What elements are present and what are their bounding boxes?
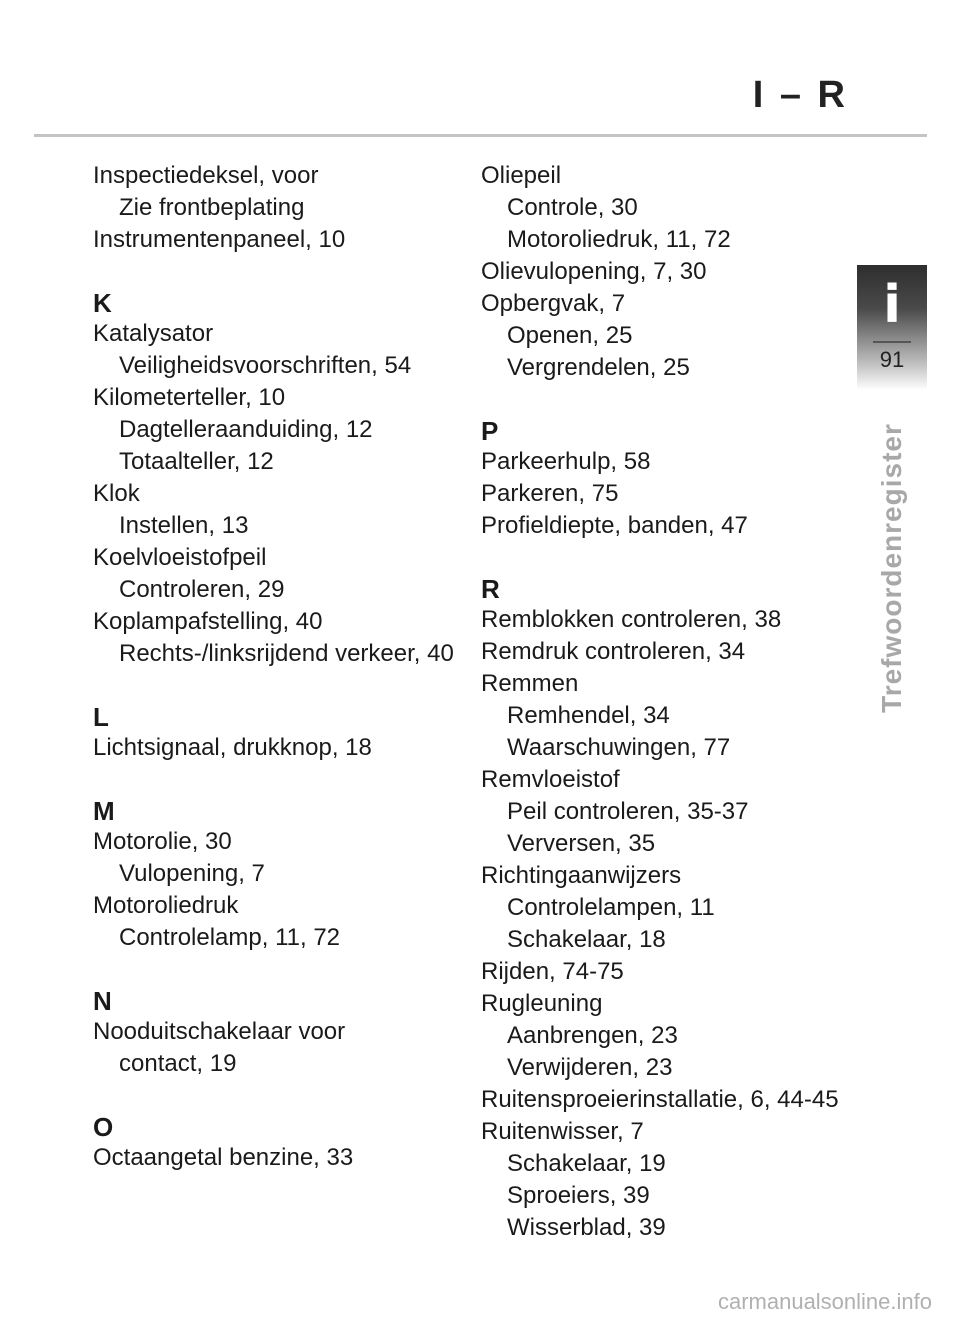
- index-subentry: Dagtelleraanduiding, 12: [119, 416, 373, 443]
- index-entry: Oliepeil: [481, 162, 562, 189]
- index-entry: Rijden, 74-75: [481, 958, 624, 985]
- index-subentry: Instellen, 13: [119, 512, 249, 539]
- index-letter-heading: M: [93, 796, 115, 826]
- index-entry: Opbergvak, 7: [481, 290, 626, 317]
- page-title: I – R: [752, 74, 848, 116]
- index-subentry: Schakelaar, 18: [507, 926, 666, 953]
- index-letter-heading: K: [93, 288, 112, 318]
- index-subentry: Controle, 30: [507, 194, 638, 221]
- index-entry: Olievulopening, 7, 30: [481, 258, 707, 285]
- index-entry: Profieldiepte, banden, 47: [481, 512, 748, 539]
- index-column-right: [481, 160, 851, 1244]
- index-subentry: Totaalteller, 12: [119, 448, 274, 475]
- index-letter-heading: L: [93, 702, 109, 732]
- index-subentry: Openen, 25: [507, 322, 633, 349]
- section-side-label-text: Trefwoordenregister: [876, 423, 907, 713]
- index-subentry: Zie frontbeplating: [119, 194, 305, 221]
- index-subentry: Controleren, 29: [119, 576, 285, 603]
- index-entry: Octaangetal benzine, 33: [93, 1144, 354, 1171]
- index-subentry: Remhendel, 34: [507, 702, 670, 729]
- index-entry: Ruitenwisser, 7: [481, 1118, 644, 1145]
- index-subentry: Verversen, 35: [507, 830, 656, 857]
- watermark: carmanualsonline.info: [717, 1289, 932, 1314]
- index-subentry: Motoroliedruk, 11, 72: [507, 226, 731, 253]
- index-subentry: Waarschuwingen, 77: [507, 734, 731, 761]
- index-subentry: Vergrendelen, 25: [507, 354, 690, 381]
- index-subentry: Peil controleren, 35-37: [507, 798, 749, 825]
- index-subentry: Controlelamp, 11, 72: [119, 924, 341, 951]
- index-letter-heading: O: [93, 1112, 114, 1142]
- index-entry: Remdruk controleren, 34: [481, 638, 746, 665]
- index-subentry: Verwijderen, 23: [507, 1054, 673, 1081]
- index-entry: Ruitensproeierinstallatie, 6, 44-45: [481, 1086, 839, 1113]
- index-letter-heading: N: [93, 986, 112, 1016]
- index-subentry: Sproeiers, 39: [507, 1182, 650, 1209]
- index-entry: Motorolie, 30: [93, 828, 232, 855]
- index-letter-heading: P: [481, 416, 499, 446]
- index-subentry: Controlelampen, 11: [507, 894, 715, 921]
- index-subentry: Aanbrengen, 23: [507, 1022, 678, 1049]
- index-subentry: Wisserblad, 39: [507, 1214, 666, 1241]
- index-entry: Koplampafstelling, 40: [93, 608, 323, 635]
- index-column-left: [93, 160, 478, 1174]
- index-entry: Parkeerhulp, 58: [481, 448, 651, 475]
- info-icon: i: [883, 275, 901, 335]
- index-subentry: Vulopening, 7: [119, 860, 265, 887]
- page-number: 91: [879, 347, 905, 372]
- index-subentry: Veiligheidsvoorschriften, 54: [119, 352, 412, 379]
- index-entry: Koelvloeistofpeil: [93, 544, 267, 571]
- index-entry: Remblokken controleren, 38: [481, 606, 782, 633]
- tab-divider: [873, 341, 911, 343]
- chapter-tab: [857, 265, 927, 390]
- index-letter-heading: R: [481, 574, 500, 604]
- index-entry: Motoroliedruk: [93, 892, 239, 919]
- index-entry: Katalysator: [93, 320, 214, 347]
- index-entry: Richtingaanwijzers: [481, 862, 682, 889]
- index-entry: Nooduitschakelaar voor: [93, 1018, 346, 1045]
- index-entry: Lichtsignaal, drukknop, 18: [93, 734, 372, 761]
- index-entry: Remvloeistof: [481, 766, 620, 793]
- index-subentry: contact, 19: [119, 1050, 237, 1077]
- index-entry: Remmen: [481, 670, 579, 697]
- index-entry: Inspectiedeksel, voor: [93, 162, 319, 189]
- index-entry: Kilometerteller, 10: [93, 384, 286, 411]
- header-divider: [34, 134, 927, 137]
- index-entry: Parkeren, 75: [481, 480, 619, 507]
- index-entry: Instrumentenpaneel, 10: [93, 226, 346, 253]
- index-subentry: Schakelaar, 19: [507, 1150, 666, 1177]
- index-entry: Klok: [93, 480, 140, 507]
- index-subentry: Rechts-/linksrijdend verkeer, 40: [119, 640, 454, 667]
- index-entry: Rugleuning: [481, 990, 603, 1017]
